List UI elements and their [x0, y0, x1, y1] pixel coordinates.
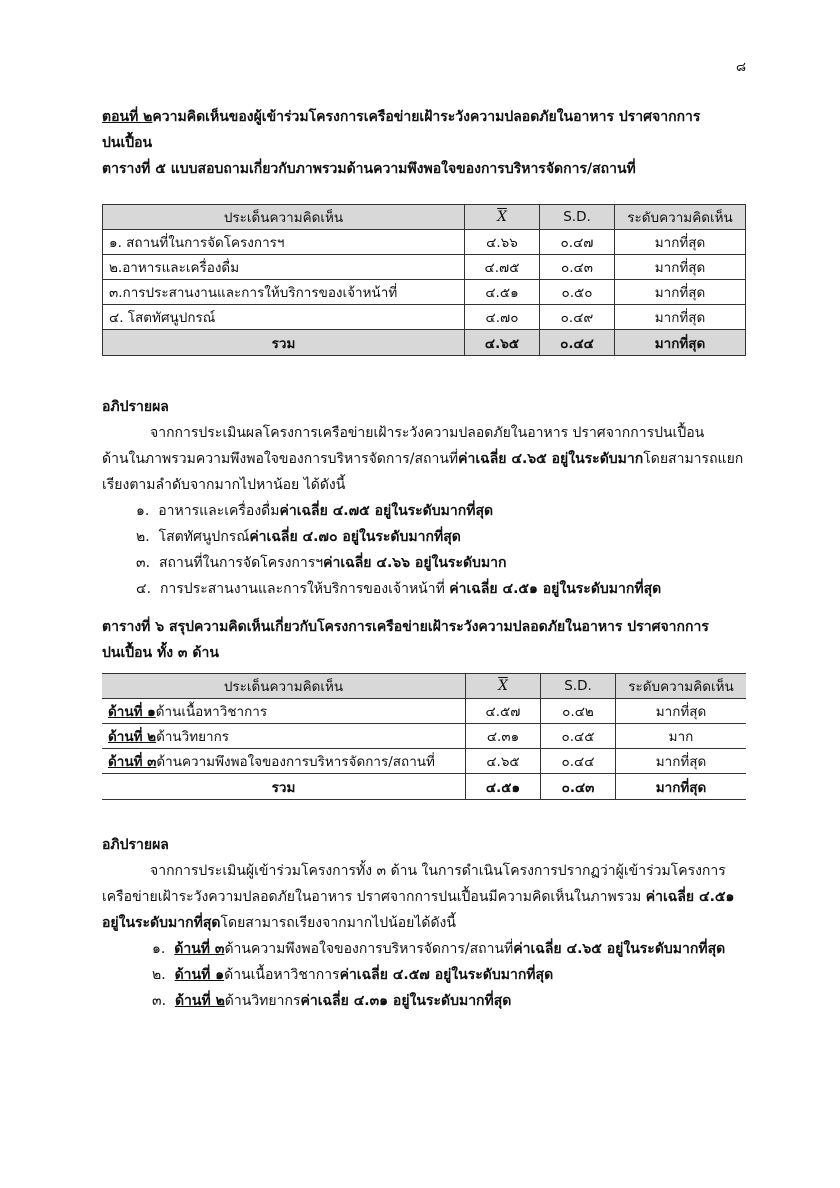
discussion1-line3: เรียงตามลำดับจากมากไปหาน้อย ได้ดังนี้ [102, 477, 346, 493]
table5-cell-level: มากที่สุด [615, 255, 746, 280]
table6-cell-mean: ๔.๓๑ [466, 724, 541, 749]
discussion2 [102, 832, 746, 1014]
list-item: ๔. การประสานงานและการให้บริการของเจ้าหน้าที่ ค่าเฉลี่ย ๔.๕๑ อยู่ในระดับมากที่สุด [136, 581, 662, 597]
table6-cell-mean: ๔.๖๕ [466, 749, 541, 774]
table5-header-level: ระดับความคิดเห็น [615, 205, 746, 230]
table-row [103, 230, 746, 255]
table6-total-mean: ๔.๕๑ [466, 774, 541, 800]
part2-heading [102, 104, 746, 182]
part2-title-line1: ความคิดเห็นของผู้เข้าร่วมโครงการเครือข่ายเฝ้าระวังความปลอดภัยในอาหาร ปราศจากการ [152, 109, 701, 125]
table6-cell-level: มากที่สุด [616, 749, 747, 774]
table5-cell-level: มากที่สุด [615, 230, 746, 255]
table6-cell-sd: ๐.๔๔ [541, 749, 616, 774]
table5-cell-sd: ๐.๔๓ [540, 255, 615, 280]
list-item: ๓. สถานที่ในการจัดโครงการฯค่าเฉลี่ย ๔.๖๖ อยู่ในระดับมาก [136, 555, 507, 571]
list-item: ๓. ด้านที่ ๒ด้านวิทยากรค่าเฉลี่ย ๔.๓๑ อยู่ในระดับมากที่สุด [152, 993, 512, 1009]
table5-header-mean: $\overline{X}$ [465, 205, 540, 230]
table6-cell-item: ด้านที่ ๓ด้านความพึงพอใจของการบริหารจัดการ/สถานที่ [102, 749, 466, 774]
table5-cell-mean: ๔.๗๕ [465, 255, 540, 280]
part2-title-line2: ปนเปื้อน [102, 135, 153, 151]
table5-total-row [103, 330, 746, 356]
table-row [103, 280, 746, 305]
table-row [103, 255, 746, 280]
part2-label: ตอนที่ ๒ [102, 109, 153, 125]
table5-cell-mean: ๔.๗๐ [465, 305, 540, 330]
table5-total-level: มากที่สุด [615, 330, 746, 356]
table5-header-sd: S.D. [540, 205, 615, 230]
table-row [103, 305, 746, 330]
table-row [102, 749, 746, 774]
table6-total-level: มากที่สุด [616, 774, 747, 800]
list-item: ๒. โสตทัศนูปกรณ์ค่าเฉลี่ย ๔.๗๐ อยู่ในระดับมากที่สุด [136, 529, 461, 545]
table-row [102, 699, 746, 724]
table5-cell-item: ๔. โสตทัศนูปกรณ์ [103, 305, 465, 330]
table6 [102, 673, 746, 800]
table6-caption-line2: ปนเปื้อน ทั้ง ๓ ด้าน [102, 645, 219, 661]
discussion1 [102, 394, 746, 602]
table5-cell-level: มากที่สุด [615, 305, 746, 330]
table6-total-row [102, 774, 746, 800]
page-number: ๘ [735, 60, 746, 75]
discussion2-line2: เครือข่ายเฝ้าระวังความปลอดภัยในอาหาร ปราศจากการปนเปื้อนมีความคิดเห็นในภาพรวม ค่าเฉลี่ย ๔.๕๑ [102, 889, 735, 905]
table5-total-mean: ๔.๖๕ [465, 330, 540, 356]
table5-cell-item: ๒.อาหารและเครื่องดื่ม [103, 255, 465, 280]
table6-header-sd: S.D. [541, 674, 616, 699]
table6-cell-item: ด้านที่ ๒ด้านวิทยากร [102, 724, 466, 749]
table5-cell-mean: ๔.๕๑ [465, 280, 540, 305]
table6-cell-item: ด้านที่ ๑ด้านเนื้อหาวิชาการ [102, 699, 466, 724]
table6-caption-line1: ตารางที่ ๖ สรุปความคิดเห็นเกี่ยวกับโครงการเครือข่ายเฝ้าระวังความปลอดภัยในอาหาร ปราศจากการ [102, 619, 709, 635]
table6-total-label: รวม [102, 774, 466, 800]
table5-cell-level: มากที่สุด [615, 280, 746, 305]
table5-cell-sd: ๐.๔๗ [540, 230, 615, 255]
table5-cell-sd: ๐.๕๐ [540, 280, 615, 305]
table6-caption [102, 614, 746, 666]
table5 [102, 204, 746, 356]
table6-header-mean: $\overline{X}$ [466, 674, 541, 699]
list-item: ๑. ด้านที่ ๓ด้านความพึงพอใจของการบริหารจัดการ/สถานที่ค่าเฉลี่ย ๔.๖๕ อยู่ในระดับมากที่สุด [152, 941, 726, 957]
table5-caption: ตารางที่ ๕ แบบสอบถามเกี่ยวกับภาพรวมด้านความพึงพอใจของการบริหารจัดการ/สถานที่ [102, 161, 636, 177]
table5-header-item: ประเด็นความคิดเห็น [103, 205, 465, 230]
table6-cell-level: มาก [616, 724, 747, 749]
table6-cell-mean: ๔.๕๗ [466, 699, 541, 724]
table6-cell-sd: ๐.๔๒ [541, 699, 616, 724]
table6-cell-sd: ๐.๔๕ [541, 724, 616, 749]
table5-cell-mean: ๔.๖๖ [465, 230, 540, 255]
table6-header-item: ประเด็นความคิดเห็น [102, 674, 466, 699]
table6-header-level: ระดับความคิดเห็น [616, 674, 747, 699]
table6-cell-level: มากที่สุด [616, 699, 747, 724]
discussion1-line1: จากการประเมินผลโครงการเครือข่ายเฝ้าระวังความปลอดภัยในอาหาร ปราศจากการปนเปื้อน [150, 425, 705, 441]
list-item: ๑. อาหารและเครื่องดื่มค่าเฉลี่ย ๔.๗๕ อยู่ในระดับมากที่สุด [136, 503, 494, 519]
table5-cell-sd: ๐.๔๙ [540, 305, 615, 330]
table5-total-label: รวม [103, 330, 465, 356]
discussion2-line1: จากการประเมินผู้เข้าร่วมโครงการทั้ง ๓ ด้าน ในการดำเนินโครงการปรากฏว่าผู้เข้าร่วมโครงการ [150, 863, 726, 879]
discussion2-line3: อยู่ในระดับมากที่สุดโดยสามารถเรียงจากมากไปน้อยได้ดังนี้ [102, 915, 456, 931]
table6-total-sd: ๐.๔๓ [541, 774, 616, 800]
table5-total-sd: ๐.๔๔ [540, 330, 615, 356]
table-row [102, 724, 746, 749]
discussion2-heading: อภิปรายผล [102, 837, 169, 853]
list-item: ๒. ด้านที่ ๑ด้านเนื้อหาวิชาการค่าเฉลี่ย ๔.๕๗ อยู่ในระดับมากที่สุด [152, 967, 554, 983]
discussion1-line2: ด้านในภาพรวมความพึงพอใจของการบริหารจัดการ/สถานที่ค่าเฉลี่ย ๔.๖๕ อยู่ในระดับมากโดยสามารถแยก [102, 451, 744, 467]
table5-cell-item: ๓.การประสานงานและการให้บริการของเจ้าหน้าที่ [103, 280, 465, 305]
discussion1-heading: อภิปรายผล [102, 399, 169, 415]
table5-cell-item: ๑. สถานที่ในการจัดโครงการฯ [103, 230, 465, 255]
